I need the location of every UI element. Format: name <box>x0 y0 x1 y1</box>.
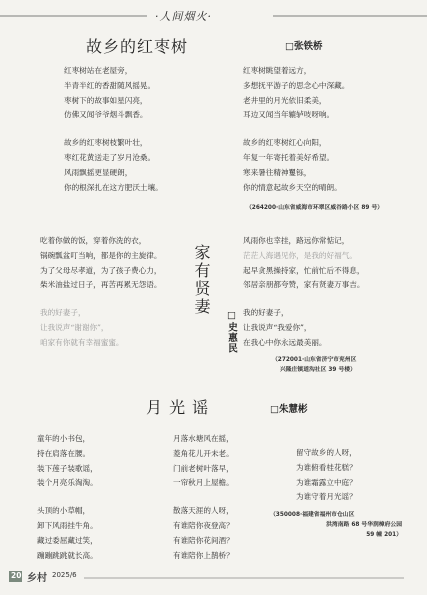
poem2-line: 起早贪黑操持家，忙前忙后不得息， <box>243 265 365 275</box>
poem1-line: 耳边又闻当年辘轳吱呀响。 <box>243 110 335 120</box>
magazine-name: 乡村 <box>27 573 47 584</box>
poem3-line: 头顶的小草帽， <box>37 506 91 516</box>
poem2-line: 茫茫人海遇见你，是我的好福气。 <box>243 250 357 260</box>
poem3-line: 蹦蹦跳跳就长高。 <box>37 550 98 560</box>
section-title: ·人间烟火· <box>155 10 212 23</box>
poem3-line: 有谁陪你花间酒？ <box>173 535 234 545</box>
poem2-line: 我的好妻子， <box>243 308 289 318</box>
section-header <box>155 6 275 26</box>
poem3-line: 菱角花儿开未老。 <box>173 448 234 458</box>
poem1-address: （264200·山东省威海市环翠区威谷路小区 89 号） <box>246 205 384 211</box>
poem2-author: □史惠民 <box>226 310 237 354</box>
poem1-left-column <box>64 64 163 195</box>
poem2-address <box>272 355 356 375</box>
poem3-line: 留守故乡的人呀， <box>296 448 357 457</box>
footer-rule <box>84 577 404 579</box>
poem2-line: 锅碗瓢盆叮当响，都是你的主旋律。 <box>40 250 162 260</box>
poem1-line: 年复一年寄托着美好希望。 <box>243 152 335 162</box>
poem3-author: □朱慧彬 <box>270 404 308 415</box>
poem2-line: 在我心中你永远最美丽。 <box>243 337 327 347</box>
poem2-line: 邻居亲朋都夸赞，家有贤妻万事吉。 <box>243 280 365 290</box>
poem2-left-column <box>40 234 162 351</box>
issue-number: 2025/6 <box>52 571 77 579</box>
poem2-line: 让我说声“谢谢你”， <box>40 322 109 332</box>
poem1-line: 枣树下的故事如星闪亮， <box>64 95 148 105</box>
poem1-title: 故乡的红枣树 <box>86 37 189 56</box>
poem2-title: 家有贤妻 <box>192 244 211 316</box>
poem2-line: 咱家有你就有幸福蜜蜜。 <box>40 337 124 347</box>
header-rule-right <box>273 15 427 18</box>
poem2-line: 风雨你也幸挂，路远你常惦记， <box>243 236 350 245</box>
poem2-line: 柴米油盐过日子，再苦再累无怨语。 <box>40 280 162 290</box>
poem3-line: 装下莲子装歌谣， <box>37 463 98 473</box>
poem3-address-line: （350008·福建省福州市仓山区 <box>270 512 355 518</box>
poem3-title: 月 光 谣 <box>146 398 210 417</box>
poem2-line: 吃着你做的饭，穿着你洗的衣， <box>40 236 147 245</box>
page-number: 20 <box>11 571 22 580</box>
poem3-line: 装个月亮乐淘淘。 <box>37 478 98 488</box>
poem1-line: 红枣树站在老屋旁， <box>64 66 133 75</box>
poem1-line: 老井里的月光依旧柔美， <box>243 95 327 105</box>
poem3-address-line: 59 幢 201） <box>366 532 402 538</box>
poem1-line: 故乡的红枣树红心向阳， <box>243 138 327 148</box>
poem3-line: 藏过委屈藏过笑， <box>37 535 98 545</box>
poem1-line: 半青半红的香甜随风摇晃。 <box>64 80 156 90</box>
header-rule-left <box>0 15 147 18</box>
poem3-line: 为谁霜露立中庭？ <box>296 477 357 487</box>
poem1-line: 寒来暑往精神矍铄， <box>243 167 312 177</box>
poem2-line: 为了父母尽孝道，为了孩子费心力， <box>40 265 162 275</box>
poem3-column-3 <box>296 446 357 505</box>
poem1-line: 仿佛又闻爷爷烟斗飘香。 <box>64 110 148 120</box>
poem2-address-line: （272001·山东省济宁市兖州区 <box>272 357 357 363</box>
poem2-address-line: 兴隆庄镇道沟社区 39 号楼） <box>280 367 356 373</box>
poem1-line: 枣红花黄送走了岁月沧桑。 <box>64 152 156 162</box>
poem3-line: 卸下风雨挂牛角。 <box>37 520 98 530</box>
poem1-line: 多想抚平游子的思念心中深藏。 <box>243 80 350 90</box>
poem3-column-1 <box>37 432 98 563</box>
poem3-line: 散落天涯的人呀， <box>173 506 234 516</box>
poem3-address-line: 洪湾南路 68 号华润樟府公园 <box>326 522 402 528</box>
poem1-line: 红枣树眺望着远方， <box>243 66 312 75</box>
poem3-line: 童年的小书包， <box>37 434 91 443</box>
poem3-line: 一帘秋月上屋檐。 <box>173 478 234 488</box>
poem3-line: 为谁俯看桂花糕？ <box>296 462 357 472</box>
poem1-line: 故乡的红枣树枝繁叶壮， <box>64 138 148 148</box>
poem1-line: 风雨飘摇更显硬朗， <box>64 167 133 177</box>
poem3-line: 门前老树叶落早， <box>173 463 234 473</box>
poem1-line: 你的情意起故乡天空的晴朗。 <box>243 182 342 192</box>
poem3-line: 为谁守着月光谣？ <box>296 492 357 502</box>
poem3-column-2 <box>173 432 234 563</box>
poem2-line: 让我说声“我爱你”， <box>243 322 312 332</box>
footer <box>0 568 427 588</box>
poem1-author: □张铁桥 <box>285 41 323 52</box>
poem1-right-column <box>243 64 349 195</box>
poem2-line: 我的好妻子， <box>40 308 86 318</box>
poem3-line: 月落水塘风在摇， <box>173 434 234 443</box>
poem2-right-column <box>243 234 365 351</box>
poem1-line: 你的根深扎在这方肥沃土壤。 <box>64 182 163 192</box>
poem3-line: 有谁陪你上鹊桥？ <box>173 550 234 560</box>
poem3-line: 持在肩落在腰。 <box>37 448 91 458</box>
poem3-line: 有谁陪你夜登高？ <box>173 520 234 530</box>
poem3-address <box>270 510 402 540</box>
